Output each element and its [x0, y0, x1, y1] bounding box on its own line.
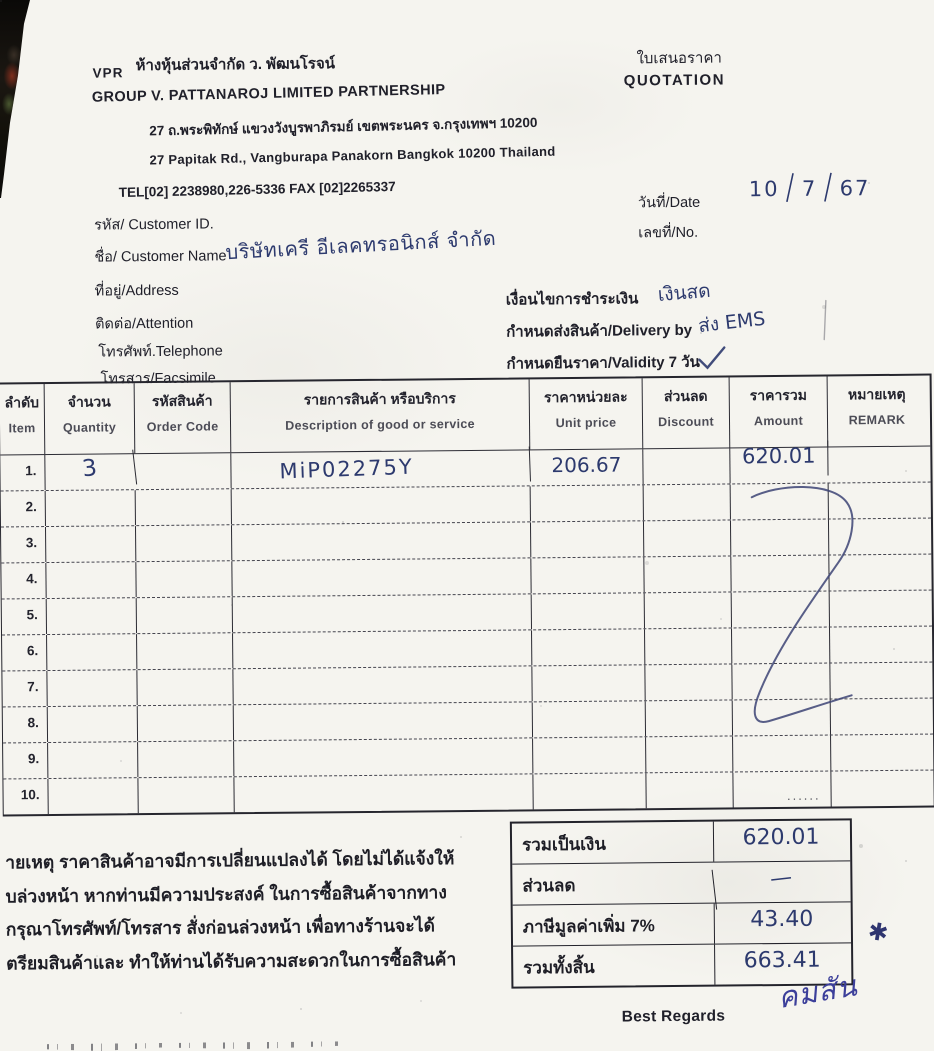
note-line: ตรียมสินค้าและ ทำให้ท่านได้รับความสะดวกในการซื้อสินค้า [6, 948, 457, 973]
signature-handwritten: คมสัน [775, 970, 860, 1016]
table-row: 6. [2, 627, 932, 672]
table-row: 7. [2, 663, 932, 708]
note-line: ายเหตุ ราคาสินค้าอาจมีการเปลี่ยนแปลงได้ โดยไม่ได้แจ้งให้ [5, 848, 455, 873]
header-remark: หมายเหตุ REMARK [847, 385, 906, 428]
company-initials: VPR [92, 65, 124, 81]
header-unit-price: ราคาหน่วยละ Unit price [530, 378, 644, 449]
company-address-thai: 27 ถ.พระพิทักษ์ แขวงวังบูรพาภิรมย์ เขตพระนคร จ.กรุงเทพฯ 10200 [149, 114, 538, 139]
company-telephone-fax: TEL[02] 2238980,226-5336 FAX [02]2265337 [118, 178, 396, 201]
date-separator: / [785, 166, 796, 210]
pen-dots: ...... [786, 787, 821, 803]
payment-terms-handwritten: เงินสด [656, 279, 712, 306]
table-row: 5. [2, 591, 932, 636]
grand-total-handwritten: 663.41 [714, 943, 849, 984]
table-row: 3. [1, 519, 931, 564]
table-row: 4. [1, 555, 931, 600]
payment-terms-label: เงื่อนไขการชำระเงิน [505, 290, 639, 309]
unit-price-handwritten: 206.67 [530, 449, 643, 485]
totals-row-discount: ส่วนลด — [512, 861, 850, 905]
header-quantity: จำนวน Quantity [45, 383, 136, 454]
company-name-english: GROUP V. PATTANAROJ LIMITED PARTNERSHIP [91, 82, 446, 106]
stray-pen-mark [824, 301, 826, 340]
subtotal-handwritten: 620.01 [713, 820, 848, 861]
totals-row-vat: ภาษีมูลค่าเพิ่ม 7% 43.40 [513, 902, 851, 946]
document-title-english: QUOTATION [623, 71, 726, 90]
header-order-code: รหัสสินค้า Order Code [135, 382, 232, 453]
table-row: 1. 3 MiP02275Y 206.67 620.01 [0, 447, 930, 492]
date-year: 67 [839, 176, 871, 201]
customer-id-label: รหัส/ Customer ID. [94, 216, 214, 234]
best-regards-text: Best Regards [621, 1007, 726, 1026]
date-label: วันที่/Date [637, 194, 701, 212]
table-row: 2. [1, 483, 931, 528]
date-separator: / [823, 165, 834, 210]
customer-facsimile-label: โทรสาร/Facsimile [100, 370, 216, 388]
customer-telephone-label: โทรศัพท์.Telephone [98, 343, 223, 361]
table-row: 8. [3, 699, 933, 744]
items-table [0, 374, 934, 817]
checkmark-icon [699, 348, 724, 368]
vat-handwritten: 43.40 [714, 902, 849, 943]
scan-noise-speckles [0, 0, 2, 2]
validity-label: กำหนดยืนราคา/Validity 7 วัน [506, 353, 700, 373]
header-discount: ส่วนลด Discount [643, 377, 731, 448]
date-month: 7 [801, 176, 818, 201]
company-name-thai: ห้างหุ้นส่วนจำกัด ว. พัฒนโรจน์ [135, 55, 336, 75]
document-title-thai: ใบเสนอราคา [636, 49, 722, 68]
table-row: 9. [3, 735, 933, 780]
table-row: 10. ...... [3, 771, 933, 815]
header-item: ลำดับ Item [0, 384, 45, 454]
note-line: กรุณาโทรศัพท์/โทรสาร สั่งก่อนล่วงหน้า เพื่อทางร้านจะได้ [5, 915, 435, 940]
amount-handwritten: 620.01 [730, 441, 828, 477]
remarks-note-block [5, 842, 511, 981]
customer-address-label: ที่อยู่/Address [94, 282, 179, 300]
delivery-handwritten: ส่ง EMS [697, 307, 767, 338]
date-day: 10 [748, 176, 780, 202]
quantity-handwritten: 3 [44, 450, 137, 495]
totals-table [510, 818, 854, 988]
note-line: บล่วงหน้า หากท่านมีความประสงค์ ในการซื้อสินค้าจากทาง [5, 881, 447, 906]
delivery-label: กำหนดส่งสินค้า/Delivery by [506, 321, 693, 341]
description-handwritten: MiP02275Y [231, 446, 531, 492]
header-description: รายการสินค้า หรือบริการ Description of good or service [231, 379, 531, 452]
totals-row-subtotal: รวมเป็นเงิน 620.01 [512, 820, 850, 864]
discount-handwritten: — [712, 854, 851, 909]
customer-name-handwritten: บริษัทเครี อีเลคทรอนิกส์ จำกัด [224, 225, 497, 265]
date-value-handwritten [748, 165, 871, 210]
customer-attention-label: ติดต่อ/Attention [94, 315, 194, 333]
pen-asterisk-mark: ✱ [865, 917, 891, 948]
cropped-text-tops [41, 1041, 341, 1051]
totals-row-grand-total: รวมทั้งสิ้น 663.41 [513, 943, 851, 986]
customer-name-label: ชื่อ/ Customer Name [94, 248, 227, 266]
number-label: เลขที่/No. [638, 224, 699, 242]
header-amount: ราคารวม Amount [730, 377, 829, 448]
company-address-english: 27 Papitak Rd., Vangburapa Panakorn Bangkok 10200 Thailand [149, 143, 556, 168]
